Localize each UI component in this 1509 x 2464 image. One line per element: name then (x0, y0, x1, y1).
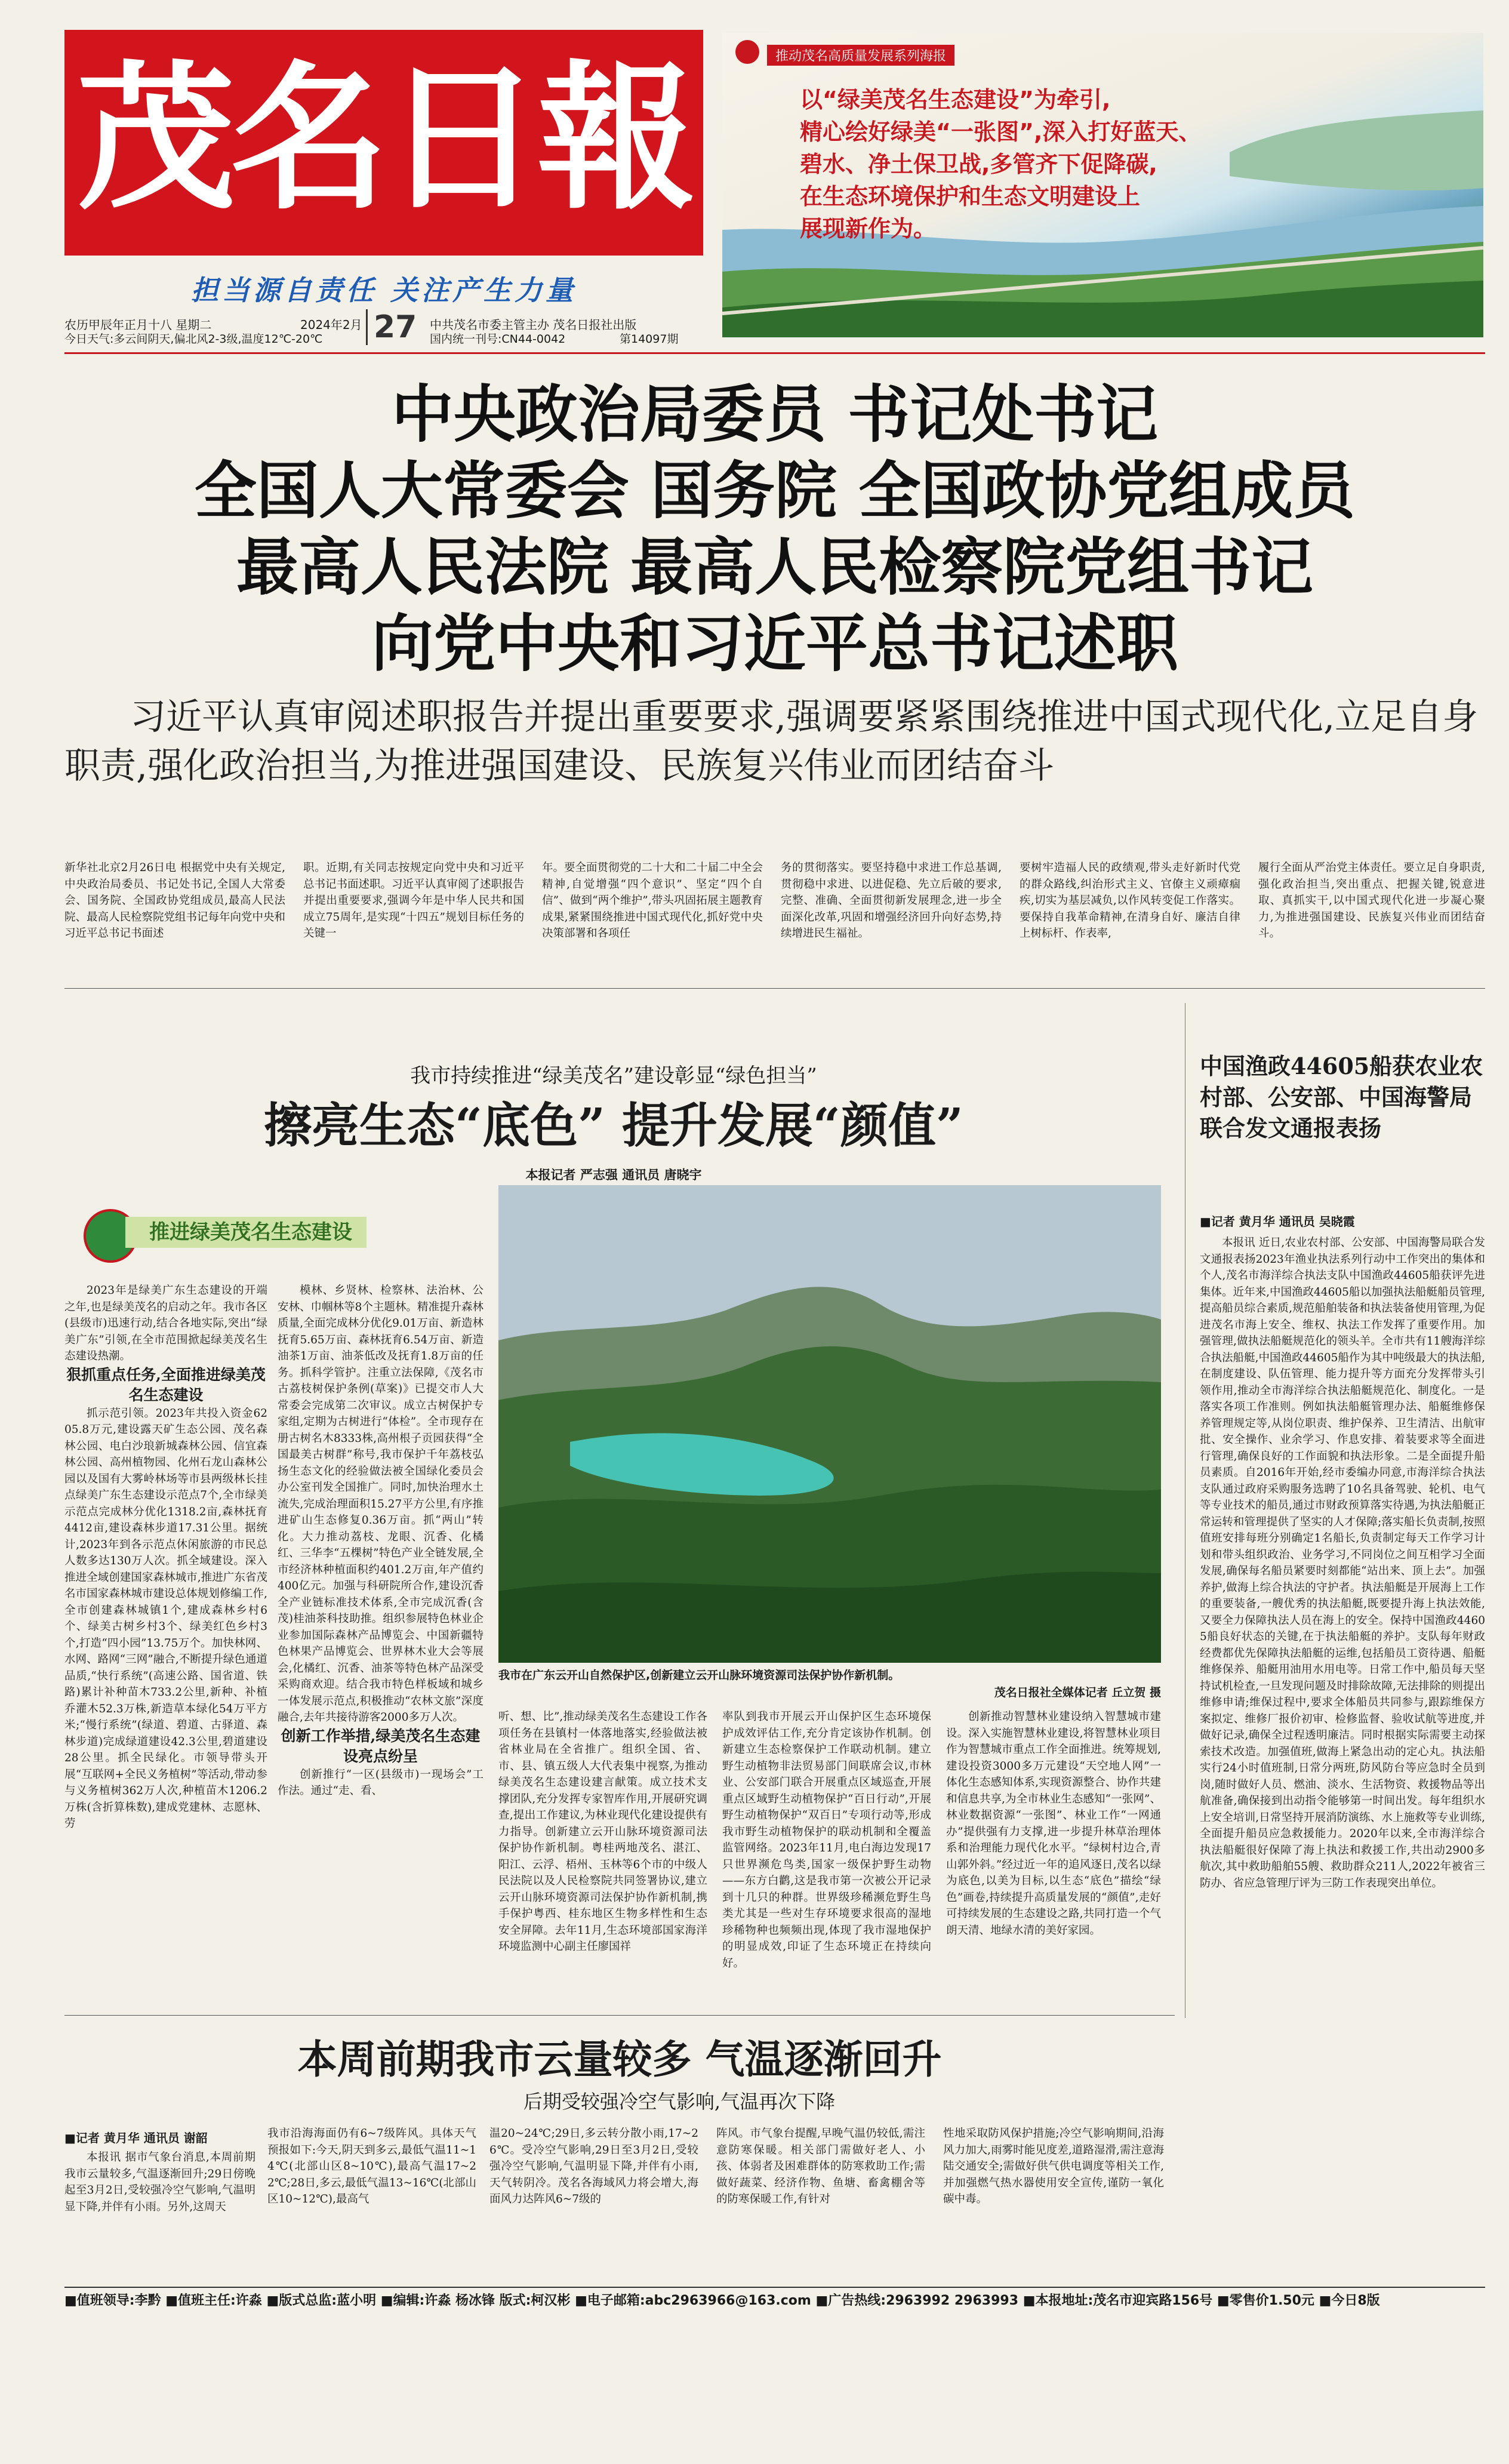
eco-photo-caption: 我市在广东云开山自然保护区,创新建立云开山脉环境资源司法保护协作新机制。 (498, 1669, 900, 1682)
lead-col-1: 新华社北京2月26日电 根据党中央有关规定,中央政治局委员、书记处书记,全国人大常委会、国务院、全国政协党组成员,最高人民法院、最高人民检察院党组书记每年向党中央和习近平总书记书面述 (64, 862, 285, 940)
eco-headline: 擦亮生态“底色” 提升发展“颜值” (264, 1097, 963, 1153)
masthead-logo (64, 30, 703, 256)
eco-badge-label: 推进绿美茂名生态建设 (125, 1217, 367, 1248)
eco-col-2 (278, 1282, 484, 1990)
footer-rule (64, 2287, 1485, 2288)
weather-col-1: 本报讯 据市气象台消息,本周前期我市云量较多,气温逐渐回升;29日傍晚起至3月2日,受较强冷空气影响,气温明显下降,并伴有小雨。另外,这周天 (64, 2151, 255, 2213)
eco-col-5 (946, 1709, 1161, 1989)
eco-photo-landscape (498, 1185, 1161, 1663)
eco-col-3 (498, 1709, 707, 1989)
weather-byline-text: 记者 黄月华 通讯员 谢韶 (75, 2131, 208, 2145)
banner-line3: 碧水、净土保卫战,多管齐下促降碳, (800, 151, 1157, 177)
eco-col-1 (64, 1282, 267, 1990)
lead-bottom-rule (64, 988, 1485, 989)
lead-col-2: 职。近期,有关同志按规定向党中央和习近平总书记书面述职。习近平认真审阅了述职报告并提出重要要求,强调今年是中华人民共和国成立75周年,是实现“十四五”规划目标任务的关键一 (303, 862, 524, 940)
banner-line5: 展现新作为。 (800, 216, 937, 242)
side-byline-text: 记者 黄月华 通讯员 吴晓霞 (1211, 1214, 1355, 1229)
logo-text: 茂名日報 (77, 45, 691, 231)
weather-col-3: 温20~24℃;29日,多云转分散小雨,17~26℃。受冷空气影响,29日至3月2日,受较强冷空气影响,气温明显下降,并伴有小雨,天气转阴冷。茂名各海域风力将会增大,海面风力达阵风6~7级的 (489, 2127, 698, 2205)
footer-info: ■值班领导:李黔 ■值班主任:许淼 ■版式总监:蓝小明 ■编辑:许淼 杨冰锋 版式:柯汉彬 ■电子邮箱:abc2963966@163.com ■广告热线:2963992 2963993 ■本报地址:茂名市迎宾路156号 ■零售价1.50元 ■今日8版 (64, 2293, 1380, 2308)
issue-number: 第14097期 (620, 333, 679, 346)
weather-col-5: 性地采取防风保护措施;冷空气影响期间,沿海风力加大,雨雾时能见度差,道路湿滑,需注意海陆交通安全;需做好供气供电调度等相关工作,并加强燃气热水器使用安全宣传,谨防一氧化碳中毒。 (943, 2127, 1164, 2205)
eco-col1-intro: 2023年是绿美广东生态建设的开端之年,也是绿美茂名的启动之年。我市各区(县级市)迅速行动,结合各地实际,突出“绿美广东”引领,在全市范围掀起绿美茂名生态建设热潮。 (64, 1284, 267, 1362)
side-byline: ■记者 黄月华 通讯员 吴晓霞 (1200, 1214, 1355, 1229)
lead-subhead: 习近平认真审阅述职报告并提出重要要求,强调要紧紧围绕推进中国式现代化,立足自身职责,强化政治担当,为推进强国建设、民族复兴伟业而团结奋斗 (64, 696, 1479, 787)
lead-columns (64, 860, 1485, 979)
masthead-rule (64, 352, 1485, 354)
weather-col-2: 我市沿海海面仍有6~7级阵风。具体天气预报如下:今天,阴天到多云,最低气温11~14℃(北部山区8~10℃),最高气温17~22℃;28日,多云,最低气温13~16℃(北部山区10~12℃),最高气 (267, 2127, 476, 2205)
eco-kicker: 我市持续推进“绿美茂名”建设彰显“绿色担当” (410, 1064, 817, 1088)
eco-col2-tail: 创新推行“一区(县级市)一现场会”工作法。通过“走、看、 (278, 1768, 484, 1797)
eco-badge (84, 1206, 430, 1272)
eco-byline: 本报记者 严志强 通讯员 唐晓宇 (525, 1168, 702, 1182)
issn: 国内统一刊号:CN44-0042 (430, 333, 566, 346)
eco-col5-body: 创新推动智慧林业建设纳入智慧城市建设。深入实施智慧林业建设,将智慧林业项目作为智慧城市重点工作全面推进。统筹规划,建设投资3000多万元建设“天空地人网”一体化生态感知体系,实现资源整合、协作共建和信息共享,为全市林业生态感知“一张网”、林业数据资源“一张图”、林业工作“一网通办”提供强有力支撑,进一步提升林草治理体系和治理能力现代化水平。“绿树村边合,青山郭外斜。”经过近一年的追风逐日,茂名以绿为底色,以美为目标,以生态“底色”描绘“绿色”画卷,持续提升高质量发展的“颜值”,走好可持续发展的生态建设之路,共同打造一个气朗天清、地绿水清的美好家园。 (946, 1711, 1161, 1937)
eco-col4-body: 率队到我市开展云开山保护区生态环境保护成效评估工作,充分肯定该协作机制。创新建立生态检察保护工作联动机制。建立野生动植物非法贸易部门间联席会议,市林业、公安部门联合开展重点区域巡查,开展重点区域野生动植物保护“百日行动”,开展野生动植物保护“双百日”专项行动等,形成我市野生动植物保护的联动机制和全覆盖监管网络。2023年11月,电白海边发现17只世界濒危鸟类,国家一级保护野生动物——东方白鹳,这是我市第一次被公开记录到十几只的种群。世界级珍稀濒危野生鸟类尤其是一些对生存环境要求很高的湿地珍稀物种也频频出现,体现了我市湿地保护的明显成效,印证了生态环境正在持续向好。 (722, 1711, 931, 1970)
eco-photo-credit: 茂名日报社全媒体记者 丘立贺 摄 (994, 1686, 1161, 1699)
banner-text (800, 84, 1201, 245)
side-body: 本报讯 近日,农业农村部、公安部、中国海警局联合发文通报表扬2023年渔业执法系列行动中工作突出的集体和个人,茂名市海洋综合执法支队中国渔政44605船获评先进集体。近年来,中国渔政44605船以加强执法船艇船员管理,提高船员综合素质,规范船舶装备和执法装备使用管理,为促进茂名市海上安全、维权、执法工作发挥了重要作用。加强管理,做执法船艇规范化的领头羊。全市共有11艘海洋综合执法船艇,中国渔政44605船作为其中吨级最大的执法船,在制度建设、队伍管理、能力提升等方面充分发挥带头引领作用,推动全市海洋综合执法船艇规范化、制度化。一是落实各项工作准则。例如执法船艇管理办法、船艇维修保养管理规定等,从岗位职责、维护保养、卫生清洁、出航审批、安全操作、业余学习、作息安排、着装要求等全面进行管理,确保良好的工作面貌和执法形象。二是全面提升船员素质。自2016年开始,经市委编办同意,市海洋综合执法支队通过政府采购服务选聘了10名具备驾驶、轮机、电气等专业技术的船员,通过市财政预算落实待遇,为执法船艇正常运转和管理提供了坚实的人才保障;落实船长负责制,按照值班安排每班分别确定1名船长,负责制定每天工作学习计划和带头组织政治、业务学习,不同岗位之间互相学习全面发展,确保每名船员紧要时刻都能“站出来、顶上去”。加强养护,做海上综合执法的守护者。执法船艇是开展海上工作的重要装备,一艘优秀的执法船艇,既要提升海上执法效能,又要全力保障执法人员在海上的安全。保持中国渔政44605船良好状态的关键,在于执法船艇的养护。支队每年财政经费都优先保障执法船艇的运维,包括船员工资待遇、船艇维修保养、船艇用油用水用电等。日常工作中,船员每天坚持试机检查,一旦发现问题及时排除故障,无法排除的则提出维修申请;维保过程中,要求全体船员共同参与,跟踪维保方案拟定、维修厂报价初审、检修监督、验收试航等进度,并做好记录,确保全过程透明廉洁。同时根据实际需要主动探索技术改造。加强值班,做海上紧急出动的定心丸。执法船实行24小时值班制,日常分两班,防风防台等应急时全员到岗,随时做好人员、燃油、淡水、生活物资、救援物品等出航准备,确保接到出动指令能够第一时间出发。每年组织水上安全培训,日常坚持开展消防演练、水上施救等专业训练,全面提升船员应急救援能力。2020年以来,全市海洋综合执法船艇很好保障了海上执法和救援工作,共出动2900多航次,其中救助船舶55艘、救助群众211人,2022年被省三防办、省应急管理厅评为三防工作表现突出单位。 (1200, 1236, 1485, 1890)
eco-col3-body: 听、想、比”,推动绿美茂名生态建设工作各项任务在县镇村一体落地落实,经验做法被省林业局在全省推广。组织全国、省、市、县、镇五级人大代表集中视察,为推动绿美茂名生态建设建言献策。成立技术支撑团队,充分发挥专家智库作用,开展研究调查,提出工作建议,为林业现代化建设提供有力指导。创新建立云开山脉环境资源司法保护协作新机制。粤桂两地茂名、湛江、阳江、云浮、梧州、玉林等6个市的中级人民法院以及人民检察院共同签署协议,建立云开山脉环境资源司法保护协作新机制,携手保护粤西、桂东地区生物多样性和生态安全屏障。去年11月,生态环境部国家海洋环境监测中心副主任廖国祥 (498, 1711, 707, 1953)
eco-col1-subhead: 狠抓重点任务,全面推进绿美茂名生态建设 (66, 1365, 266, 1404)
issue-date: 2024年2月 (300, 318, 362, 332)
banner-seal-icon (735, 40, 759, 64)
lead-col-3: 年。要全面贯彻党的二十大和二十届二中全会精神,自觉增强“四个意识”、坚定“四个自信”、做到“两个维护”,带头巩固拓展主题教育成果,紧紧围绕推进中国式现代化,抓好党中央决策部署和各项任 (542, 862, 763, 940)
side-headline: 中国渔政44605船获农业农村部、公安部、中国海警局联合发文通报表扬 (1200, 1053, 1483, 1142)
banner-line1: 以“绿美茂名生态建设”为牵引, (800, 87, 1111, 113)
sponsor: 中共茂名市委主管主办 茂名日报社出版 (430, 318, 637, 332)
eco-col1-body: 抓示范引领。2023年共投入资金6205.8万元,建设露天矿生态公园、茂名森林公园、电白沙琅新城森林公园、信宜森林公园、高州植物园、化州石龙山森林公园以及国有大雾岭林场等市县两级林长挂点绿美广东生态建设示范点7个,全市绿美示范点完成林分优化1318.2亩,森林抚育4412亩,建设森林步道17.31公里。据统计,2023年到各示范点休闲旅游的市民总人数多达130万人次。抓全域建设。深入推进全域创建国家森林城市,推进广东省茂名市国家森林城市建设总体规划修编工作,全市创建森林城镇1个,建成森林乡村6个、绿美古树乡村3个、绿美红色乡村3个,打造“四小园”13.75万个。加快林网、水网、路网“三网”融合,不断提升绿色通道品质,“快行系统”(高速公路、国省道、铁路)累计补种苗木733.2公里,新种、补植乔灌木52.3万株,新造草本绿化54万平方米;“慢行系统”(绿道、碧道、古驿道、森林步道)完成绿道建设42.3公里,碧道建设28公里。抓全民绿化。市领导带头开展“互联网+全民义务植树”等活动,带动参与义务植树362万人次,种植苗木1206.2万株(含折算株数),建成党建林、志愿林、劳 (64, 1407, 267, 1830)
eco-col-4 (722, 1709, 931, 1989)
lead-col-6: 履行全面从严治党主体责任。要立足自身职责,强化政治担当,突出重点、把握关键,锐意进取、真抓实干,以中国式现代化进一步凝心聚力,为推进强国建设、民族复兴伟业而团结奋斗。 (1258, 862, 1485, 940)
lead-headline-4: 向党中央和习近平总书记述职 (371, 607, 1178, 680)
lead-col-5: 要树牢造福人民的政绩观,带头走好新时代党的群众路线,纠治形式主义、官僚主义顽瘴痼疾,切实为基层减负,以作风转变促工作落实。要保持自我革命精神,在清身自好、廉洁自律上树标杆、作表率, (1020, 862, 1240, 940)
lead-headline-1: 中央政治局委员 书记处书记 (391, 377, 1159, 451)
weather-headline: 本周前期我市云量较多 气温逐渐回升 (297, 2036, 942, 2082)
banner-line4: 在生态环境保护和生态文明建设上 (800, 183, 1141, 210)
banner-tag: 推动茂名高质量发展系列海报 (767, 45, 954, 66)
eco-photo (498, 1185, 1161, 1663)
weather-top-rule (64, 2015, 1175, 2016)
lead-headline-2: 全国人大常委会 国务院 全国政协党组成员 (194, 454, 1356, 527)
masthead (64, 30, 703, 346)
banner-poster (722, 33, 1483, 337)
eco-col2-subhead: 创新工作举措,绿美茂名生态建设亮点纷呈 (281, 1727, 481, 1765)
issue-day: 27 (366, 309, 417, 345)
lead-col-4: 务的贯彻落实。要坚持稳中求进工作总基调,贯彻稳中求进、以进促稳、先立后破的要求,完整、准确、全面贯彻新发展理念,进一步全面深化改革,巩固和增强经济回升向好态势,持续增进民生福祉。 (781, 862, 1002, 940)
banner-line2: 精心绘好绿美“一张图”,深入打好蓝天、 (800, 119, 1202, 145)
lead-headline-3: 最高人民法院 最高人民检察院党组书记 (236, 530, 1314, 604)
weather-col-4: 阵风。市气象台提醒,早晚气温仍较低,需注意防寒保暖。相关部门需做好老人、小孩、体弱者及困难群体的防寒救助工作;需做好蔬菜、经济作物、鱼塘、畜禽棚舍等的防寒保暖工作,有针对 (716, 2127, 925, 2205)
slogan: 担当源自责任 关注产生力量 (190, 274, 577, 306)
weather-subhead: 后期受较强冷空气影响,气温再次下降 (523, 2090, 836, 2113)
weather-line: 今日天气:多云间阴天,偏北风2-3级,温度12℃-20℃ (64, 333, 323, 346)
lead-headline (64, 376, 1485, 682)
eco-col2-body: 模林、乡贤林、检察林、法治林、公安林、巾帼林等8个主题林。精准提升森林质量,全面完成林分优化9.01万亩、新造林抚育5.65万亩、森林抚育6.54万亩、新造油茶1万亩、油茶低改及抚育1.8万亩的任务。抓科学管护。注重立法保障,《茂名市古荔枝树保护条例(草案)》已提交市人大常委会完成第二次审议。成立古树保护专家组,定期为古树进行“体检”。全市现存在册古树名木8333株,高州根子贡园获得“全国最美古树群”称号,我市保护千年荔枝弘扬生态文化的经验做法被全国绿化委员会办公室刊发全国推广。同时,加快治理水土流失,完成治理面积15.27平方公里,有序推进矿山生态修复0.36万亩。抓“两山”转化。大力推动荔枝、龙眼、沉香、化橘红、三华李“五棵树”特色产业全链发展,全市经济林种植面积约401.2万亩,年产值约400亿元。加强与科研院所合作,建设沉香全产业链标准技术体系,全市完成沉香(含茂)桂油茶科技助推。组织参展特色林业企业参加国际森林产品博览会、中国新疆特色林果产品博览会、世界林木业大会等展会,化橘红、沉香、油茶等特色林产品深受采购商欢迎。结合我市特色样板域和城乡一体发展示范点,积极推动“农林文旅”深度融合,去年共接待游客2000多万人次。 (278, 1284, 484, 1724)
lunar-date: 农历甲辰年正月十八 星期二 (64, 318, 212, 332)
weather-byline: ■记者 黄月华 通讯员 谢韶 (64, 2131, 208, 2145)
